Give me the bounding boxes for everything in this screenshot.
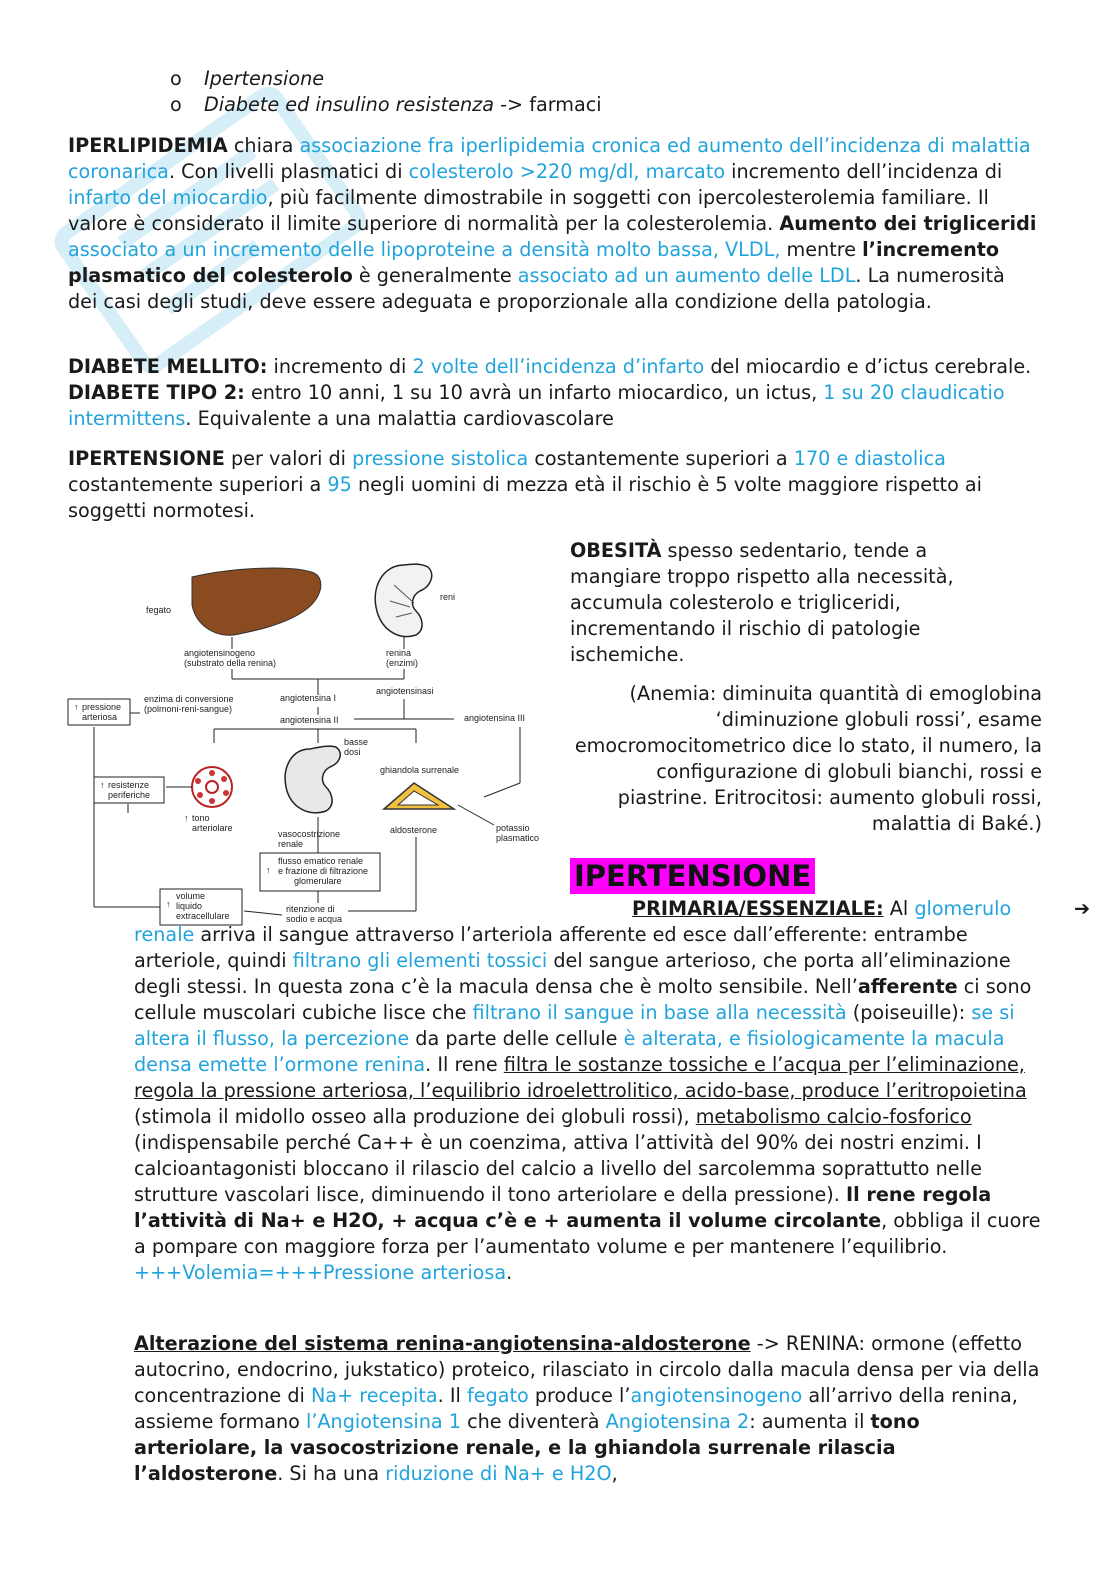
section-heading: IPERTENSIONE bbox=[570, 858, 815, 894]
list-item bbox=[170, 92, 602, 118]
paragraph-obesita bbox=[570, 538, 990, 668]
highlight: angiotensinogeno bbox=[630, 1384, 803, 1407]
term-iperlipidemia: IPERLIPIDEMIA bbox=[68, 134, 228, 157]
bullet-marker: o bbox=[170, 93, 182, 116]
term-obesita: OBESITÀ bbox=[570, 539, 662, 562]
label-ghiandola: ghiandola surrenale bbox=[380, 765, 460, 775]
highlight: associato ad un aumento delle LDL bbox=[517, 264, 856, 287]
highlight: colesterolo >220 mg/dl, marcato bbox=[408, 160, 726, 183]
highlight: 1 su 20 claudicatio intermittens bbox=[68, 381, 1005, 430]
text: . Con livelli plasmatici di bbox=[168, 160, 409, 183]
paragraph-raa bbox=[134, 1331, 1044, 1487]
arrow bbox=[484, 783, 520, 797]
label-renina: renina bbox=[386, 648, 412, 658]
text: ci sono cellule muscolari cubiche lisce che bbox=[134, 975, 1032, 1024]
text: per valori di bbox=[224, 447, 353, 470]
label-resistenze: resistenze bbox=[108, 780, 150, 790]
bullet-rest: -> farmaci bbox=[494, 93, 602, 116]
label-enzimi: (enzimi) bbox=[386, 658, 419, 668]
label-reni: reni bbox=[440, 592, 456, 602]
text: , obbliga il cuore a pompare con maggiore forza per l’aumentato volume e per mantenere l’equilibrio. bbox=[134, 1209, 1041, 1258]
label-basse: basse bbox=[344, 737, 369, 747]
text: . bbox=[506, 1261, 513, 1284]
text: costantemente superiori a bbox=[68, 473, 328, 496]
paragraph-primaria bbox=[134, 896, 1091, 1286]
label-flusso-1: flusso ematico renale bbox=[278, 856, 364, 866]
label-dosi: dosi bbox=[344, 747, 361, 757]
text: chiara bbox=[227, 134, 300, 157]
label-potassio: potassio bbox=[496, 823, 530, 833]
bold-text: tono arteriolare, la vasocostrizione renale, e la ghiandola surrenale rilascia l’aldosterone bbox=[134, 1410, 920, 1485]
bold-text: Aumento dei trigliceridi bbox=[779, 212, 1037, 235]
arteriole-lumen bbox=[206, 781, 218, 793]
text: del sangue arterioso, che porta all’eliminazione degli stessi. In questa zona c’è la macula densa che è molto sensibile. Nell’ bbox=[134, 949, 1011, 998]
label-polmoni: (polmoni-reni-sangue) bbox=[144, 704, 233, 714]
label-periferiche: periferiche bbox=[108, 790, 151, 800]
highlight: associato a un incremento delle lipoproteine a densità molto bassa, VLDL, bbox=[68, 238, 781, 261]
text: . Il rene bbox=[425, 1053, 504, 1076]
highlight: fegato bbox=[466, 1384, 529, 1407]
label-ritenzione: ritenzione di bbox=[286, 904, 335, 914]
text: , bbox=[611, 1462, 618, 1485]
label-vasocostrizione: vasocostrizione bbox=[278, 829, 341, 839]
text: -> RENINA: ormone (effetto autocrino, endocrino, jukstatico) proteico, rilasciato in circolo dalla macula densa per via della concentrazione di bbox=[134, 1332, 1040, 1407]
label-fegato: fegato bbox=[146, 605, 172, 615]
label-extracellulare: extracellulare bbox=[176, 911, 230, 921]
label-substrato: (substrato della renina) bbox=[184, 658, 277, 668]
bold-text: Il rene regola l’attività di Na+ e H2O, + acqua c’è e + aumenta il volume circolante bbox=[134, 1183, 992, 1232]
paragraph-ipertensione bbox=[68, 446, 1043, 524]
text: costantemente superiori a bbox=[528, 447, 794, 470]
text: mentre bbox=[780, 238, 863, 261]
highlight: Na+ recepita bbox=[310, 1384, 438, 1407]
label-plasmatico: plasmatico bbox=[496, 833, 540, 843]
text: produce l’ bbox=[528, 1384, 631, 1407]
bold-text: afferente bbox=[857, 975, 958, 998]
up-arrow: ↑ bbox=[266, 865, 271, 875]
text: . Equivalente a una malattia cardiovascolare bbox=[185, 407, 614, 430]
text: arriva il sangue attraverso l’arteriola afferente ed esce dall’efferente: entrambe arteriole, quindi bbox=[134, 923, 968, 972]
bullet-text: Ipertensione bbox=[204, 67, 325, 90]
text: all’arrivo della renina, assieme formano bbox=[134, 1384, 1018, 1433]
term-diabete: DIABETE MELLITO: bbox=[68, 355, 268, 378]
text: . La numerosità dei casi degli studi, deve essere adeguata e proporzionale alla condizione della patologia. bbox=[68, 264, 1005, 313]
text: . Si ha una bbox=[277, 1462, 386, 1485]
highlight: associazione fra iperlipidemia cronica ed aumento dell’incidenza di malattia coronarica bbox=[68, 134, 1031, 183]
label-angiotensina-2: angiotensina II bbox=[280, 715, 339, 725]
highlight: l’Angiotensina 1 bbox=[305, 1410, 461, 1433]
bullet-marker: o bbox=[170, 67, 182, 90]
arrow bbox=[458, 805, 494, 825]
text: : aumenta il bbox=[749, 1410, 871, 1433]
bullet-text: Diabete ed insulino resistenza bbox=[204, 93, 495, 116]
liver-illustration bbox=[192, 568, 321, 635]
highlight: glomerulo renale bbox=[134, 897, 1012, 946]
label-flusso-3: glomerulare bbox=[294, 876, 342, 886]
label-arteriolare: arteriolare bbox=[192, 823, 233, 833]
bullet-list bbox=[170, 66, 602, 118]
up-arrow: ↑ bbox=[74, 702, 79, 712]
text: entro 10 anni, 1 su 10 avrà un infarto miocardico, un ictus, bbox=[244, 381, 824, 404]
highlight: pressione sistolica bbox=[352, 447, 529, 470]
text: incremento di bbox=[267, 355, 413, 378]
list-item bbox=[170, 66, 602, 92]
label-flusso-2: e frazione di filtrazione bbox=[278, 866, 369, 876]
label-angiotensina-1: angiotensina I bbox=[280, 693, 337, 703]
text: Al bbox=[883, 897, 915, 920]
label-sodio: sodio e acqua bbox=[286, 914, 343, 924]
underlined-text: metabolismo calcio-fosforico bbox=[695, 1105, 972, 1128]
label-tono: tono bbox=[192, 813, 210, 823]
highlight: Angiotensina 2 bbox=[605, 1410, 750, 1433]
paragraph-iperlipidemia bbox=[68, 133, 1038, 315]
arrow-right-icon: ➔ bbox=[1074, 897, 1091, 920]
term-diabete-tipo2: DIABETE TIPO 2: bbox=[68, 381, 245, 404]
term-primaria: PRIMARIA/ESSENZIALE: bbox=[632, 897, 884, 920]
label-renale: renale bbox=[278, 839, 304, 849]
label-angiotensina-3: angiotensina III bbox=[464, 713, 526, 723]
text: (indispensabile perché Ca++ è un coenzima, attiva l’attività del 90% dei nostri enzimi. I calcioantagonisti bloccano il rilascio del calcio a livello del sarcolemma soprattutto nelle strutture vascolari lisce, diminuendo il tono arteriolare e della pressione). bbox=[134, 1131, 983, 1206]
text: è generalmente bbox=[352, 264, 518, 287]
text: spesso sedentario, tende a mangiare troppo rispetto alla necessità, accumula colesterolo e trigliceridi, incrementando il rischio di patologie ischemiche. bbox=[570, 539, 954, 666]
highlight: 170 e diastolica bbox=[793, 447, 946, 470]
text: (stimola il midollo osseo alla produzione dei globuli rossi), bbox=[134, 1105, 696, 1128]
highlight: filtrano il sangue in base alla necessità bbox=[472, 1001, 847, 1024]
highlight: 2 volte dell’incidenza d’infarto bbox=[412, 355, 705, 378]
text: , più facilmente dimostrabile in soggetti con ipercolesterolemia familiare. Il valore è considerato il limite superiore di normalità per la colesterolemia. bbox=[68, 186, 989, 235]
label-arteriosa: arteriosa bbox=[82, 712, 118, 722]
underlined-text: filtra le sostanze tossiche e l’acqua per l’eliminazione, regola la pressione arteriosa, l’equilibrio idroelettrolitico, acido-base, produce l’eritropoietina bbox=[134, 1053, 1027, 1102]
up-arrow: ↑ bbox=[166, 899, 171, 909]
label-pressione: pressione bbox=[82, 702, 122, 712]
kidney-illustration-2 bbox=[285, 746, 340, 813]
paragraph-diabete bbox=[68, 354, 1043, 432]
kidney-illustration bbox=[375, 564, 431, 636]
up-arrow: ↑ bbox=[100, 780, 105, 790]
text: del miocardio e d’ictus cerebrale. bbox=[704, 355, 1032, 378]
text: (poiseuille): bbox=[846, 1001, 972, 1024]
term-raa: Alterazione del sistema renina-angiotensina-aldosterone bbox=[134, 1332, 751, 1355]
renin-angiotensin-diagram bbox=[64, 555, 560, 935]
paragraph-anemia: (Anemia: diminuita quantità di emoglobina ‘diminuzione globuli rossi’, esame emocromocitometrico dice lo stato, il numero, la configurazione di globuli bianchi, rossi e piastrine. Eritrocitosi: aumento globuli rossi, malattia di Baké.) bbox=[574, 682, 1042, 835]
text: negli uomini di mezza età il rischio è 5 volte maggiore rispetto ai soggetti normotesi. bbox=[68, 473, 982, 522]
label-angiotensinasi: angiotensinasi bbox=[376, 686, 434, 696]
highlight: infarto del miocardio bbox=[68, 186, 268, 209]
text: da parte delle cellule bbox=[409, 1027, 624, 1050]
highlight: +++Volemia=+++Pressione arteriosa bbox=[134, 1261, 507, 1284]
text: . Il bbox=[437, 1384, 467, 1407]
highlight: 95 bbox=[327, 473, 352, 496]
highlight: riduzione di Na+ e H2O bbox=[385, 1462, 612, 1485]
label-volume: volume bbox=[176, 891, 206, 901]
highlight: è alterata, e fisiologicamente la macula densa emette l’ormone renina bbox=[134, 1027, 1005, 1076]
highlight: se si altera il flusso, la percezione bbox=[134, 1001, 1015, 1050]
up-arrow: ↑ bbox=[184, 813, 189, 823]
label-enzima-conversione: enzima di conversione bbox=[144, 694, 234, 704]
label-aldosterone: aldosterone bbox=[390, 825, 438, 835]
highlight: filtrano gli elementi tossici bbox=[292, 949, 548, 972]
text: che diventerà bbox=[461, 1410, 606, 1433]
label-liquido: liquido bbox=[176, 901, 203, 911]
label-angiotensinogeno: angiotensinogeno bbox=[184, 648, 256, 658]
term-ipertensione: IPERTENSIONE bbox=[68, 447, 225, 470]
bold-text: l’incremento plasmatico del colesterolo bbox=[68, 238, 1000, 287]
text: incremento dell’incidenza di bbox=[725, 160, 1003, 183]
